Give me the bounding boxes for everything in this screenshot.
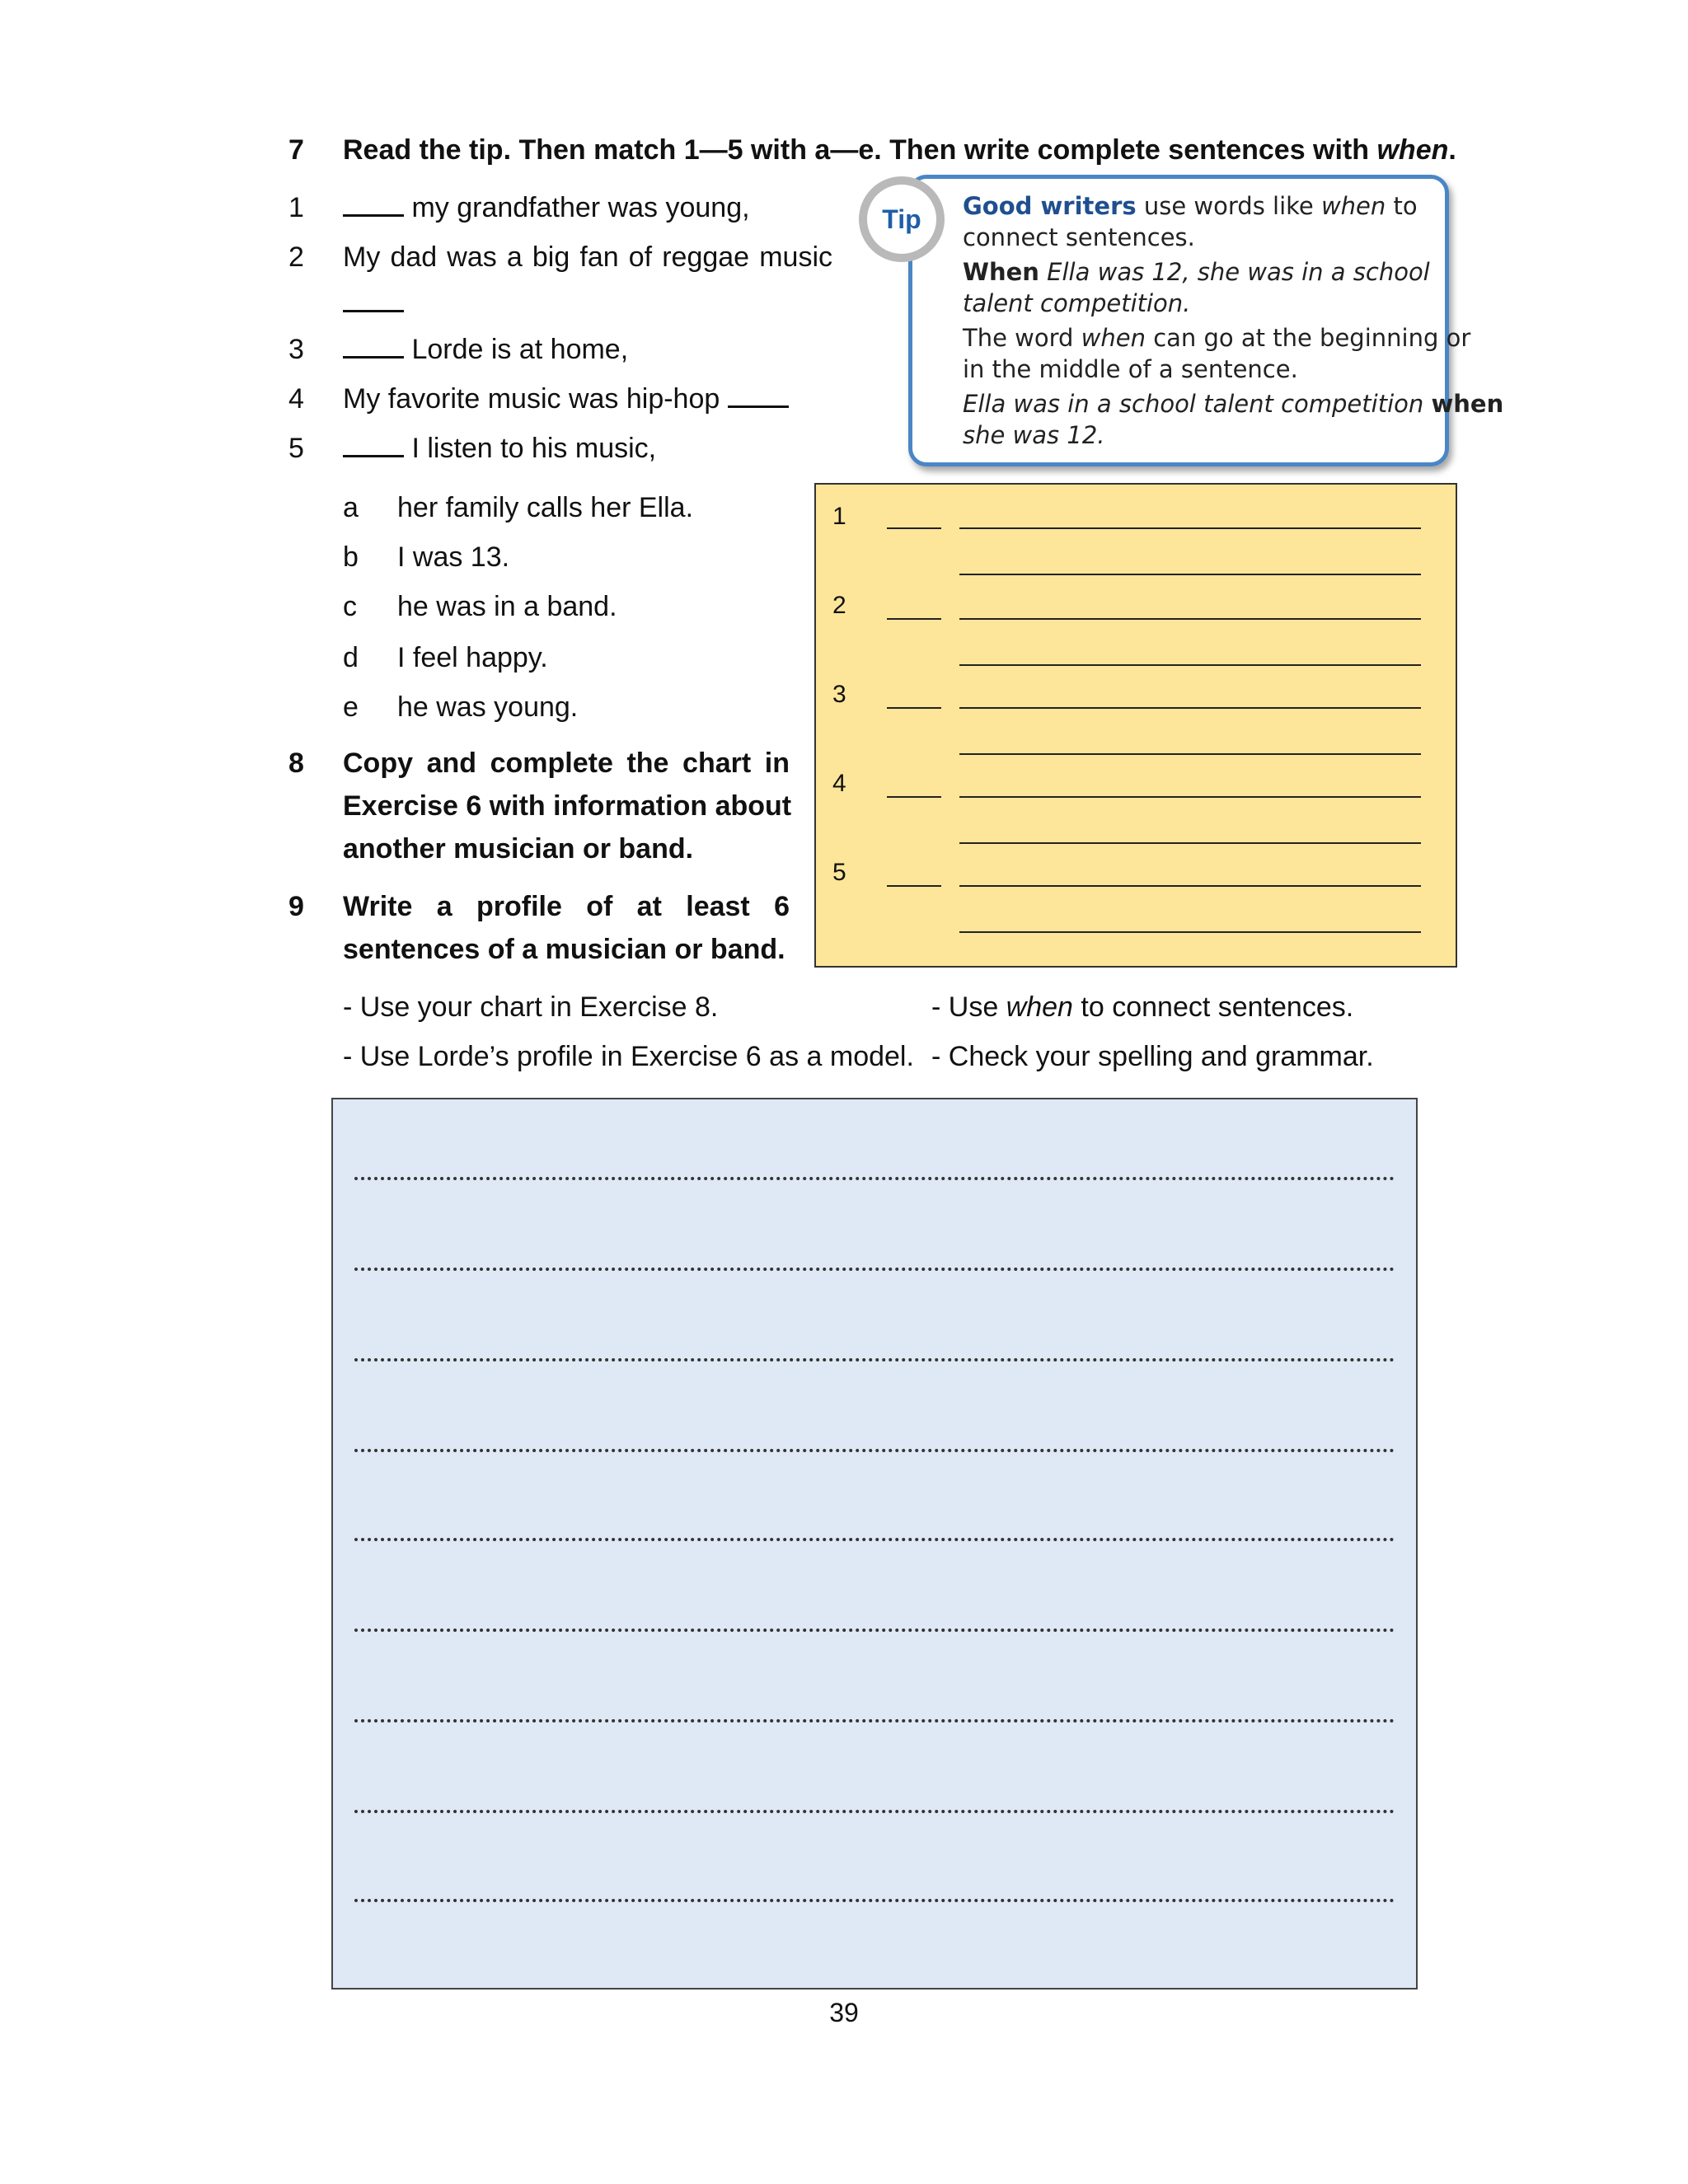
tip-bold: When [963, 258, 1039, 286]
option-e-text: he was young. [397, 691, 579, 723]
tip-line-6: in the middle of a sentence. [963, 355, 1298, 383]
tip-line-2: connect sentences. [963, 223, 1195, 251]
writing-line[interactable] [354, 1810, 1395, 1813]
answer-letter-line[interactable] [887, 707, 941, 709]
option-b-letter: b [343, 541, 359, 573]
exercise-8-line-3: another musician or band. [343, 833, 694, 865]
writing-line[interactable] [354, 1538, 1395, 1541]
answer-letter-line[interactable] [887, 527, 941, 529]
writing-line[interactable] [354, 1268, 1395, 1271]
writing-line[interactable] [354, 1899, 1395, 1902]
tip-em: Ella was 12, she was in a school [1039, 258, 1430, 286]
option-d-text: I feel happy. [397, 642, 548, 673]
exercise-9-bullet-3: - Use Lorde’s profile in Exercise 6 as a model. [343, 1041, 914, 1072]
tip-line-7 [963, 389, 1503, 419]
answer-sentence-line[interactable] [959, 796, 1421, 798]
tip-line-3 [963, 257, 1430, 287]
answer-blank[interactable] [343, 191, 404, 217]
answer-box [814, 483, 1457, 968]
exercise-9-bullet-2 [931, 991, 1353, 1024]
item-2-number: 2 [288, 241, 304, 273]
answer-sentence-line[interactable] [959, 931, 1421, 933]
tip-heading: Good writers [963, 192, 1137, 220]
answer-letter-line[interactable] [887, 796, 941, 798]
answer-blank[interactable] [343, 432, 404, 457]
item-1 [343, 191, 750, 224]
item-5-number: 5 [288, 433, 304, 464]
item-4-number: 4 [288, 383, 304, 415]
answer-number-2: 2 [832, 592, 846, 619]
item-5 [343, 432, 656, 465]
instruction-emphasis: when [1376, 134, 1449, 166]
tip-text: can go at the beginning or [1145, 324, 1471, 352]
writing-line[interactable] [354, 1629, 1395, 1632]
tip-line-5 [963, 323, 1470, 353]
instruction-text: Read the tip. Then match 1—5 with a—e. Then write complete sentences with [343, 134, 1377, 166]
item-5-text: I listen to his music, [404, 433, 657, 464]
item-1-text: my grandfather was young, [404, 192, 750, 223]
answer-blank[interactable] [343, 287, 404, 312]
option-a-text: her family calls her Ella. [397, 492, 694, 523]
answer-number-3: 3 [832, 681, 846, 708]
bullet-emphasis: when [1006, 991, 1073, 1023]
writing-line[interactable] [354, 1358, 1395, 1361]
writing-line[interactable] [354, 1449, 1395, 1452]
exercise-8-line-2: Exercise 6 with information about [343, 790, 792, 822]
item-3 [343, 333, 628, 366]
answer-letter-line[interactable] [887, 618, 941, 620]
item-2-blank-line [343, 287, 404, 320]
option-b-text: I was 13. [397, 541, 510, 573]
answer-blank[interactable] [728, 382, 789, 408]
item-3-text: Lorde is at home, [404, 334, 629, 365]
exercise-8-number: 8 [288, 748, 304, 779]
tip-line-8 [963, 420, 1105, 450]
exercise-9-line-1: Write a profile of at least 6 [343, 891, 790, 922]
exercise-9-number: 9 [288, 891, 304, 922]
exercise-9-bullet-4: - Check your spelling and grammar. [931, 1041, 1374, 1072]
answer-sentence-line[interactable] [959, 527, 1421, 529]
exercise-9-bullet-1: - Use your chart in Exercise 8. [343, 991, 719, 1023]
answer-sentence-line[interactable] [959, 664, 1421, 666]
item-4 [343, 382, 789, 415]
tip-badge: Tip [859, 176, 945, 262]
tip-em: when [1081, 324, 1146, 352]
option-c-text: he was in a band. [397, 591, 617, 622]
answer-sentence-line[interactable] [959, 885, 1421, 887]
answer-sentence-line[interactable] [959, 842, 1421, 844]
tip-em: talent competition. [963, 289, 1191, 317]
bullet-text: to connect sentences. [1072, 991, 1354, 1023]
bullet-text: - Use [931, 991, 1006, 1023]
item-3-number: 3 [288, 334, 304, 365]
writing-box [331, 1098, 1418, 1990]
writing-line[interactable] [354, 1177, 1395, 1180]
answer-sentence-line[interactable] [959, 753, 1421, 755]
exercise-7-instruction [343, 134, 1456, 166]
exercise-7-number: 7 [288, 134, 304, 166]
tip-em: when [1320, 192, 1386, 220]
tip-text: to [1386, 192, 1418, 220]
answer-sentence-line[interactable] [959, 618, 1421, 620]
instruction-end: . [1448, 134, 1456, 166]
exercise-9-line-2: sentences of a musician or band. [343, 934, 785, 965]
tip-em: she was 12. [963, 421, 1105, 449]
tip-line-1 [963, 191, 1418, 221]
item-1-number: 1 [288, 192, 304, 223]
option-c-letter: c [343, 591, 357, 622]
tip-line-4 [963, 288, 1190, 318]
option-e-letter: e [343, 691, 359, 723]
answer-number-5: 5 [832, 859, 846, 886]
writing-line[interactable] [354, 1719, 1395, 1722]
tip-text: The word [963, 324, 1081, 352]
option-a-letter: a [343, 492, 359, 523]
tip-text: use words like [1136, 192, 1321, 220]
exercise-8-line-1: Copy and complete the chart in [343, 748, 790, 779]
answer-sentence-line[interactable] [959, 707, 1421, 709]
answer-sentence-line[interactable] [959, 574, 1421, 575]
tip-em: Ella was in a school talent competition [963, 390, 1432, 418]
item-2-text: My dad was a big fan of reggae music [343, 241, 832, 273]
answer-blank[interactable] [343, 333, 404, 359]
answer-letter-line[interactable] [887, 885, 941, 887]
item-4-text: My favorite music was hip-hop [343, 383, 728, 415]
answer-number-1: 1 [832, 503, 846, 530]
tip-bold: when [1431, 390, 1504, 418]
option-d-letter: d [343, 642, 359, 673]
page-number: 39 [829, 1998, 859, 2027]
answer-number-4: 4 [832, 770, 846, 797]
